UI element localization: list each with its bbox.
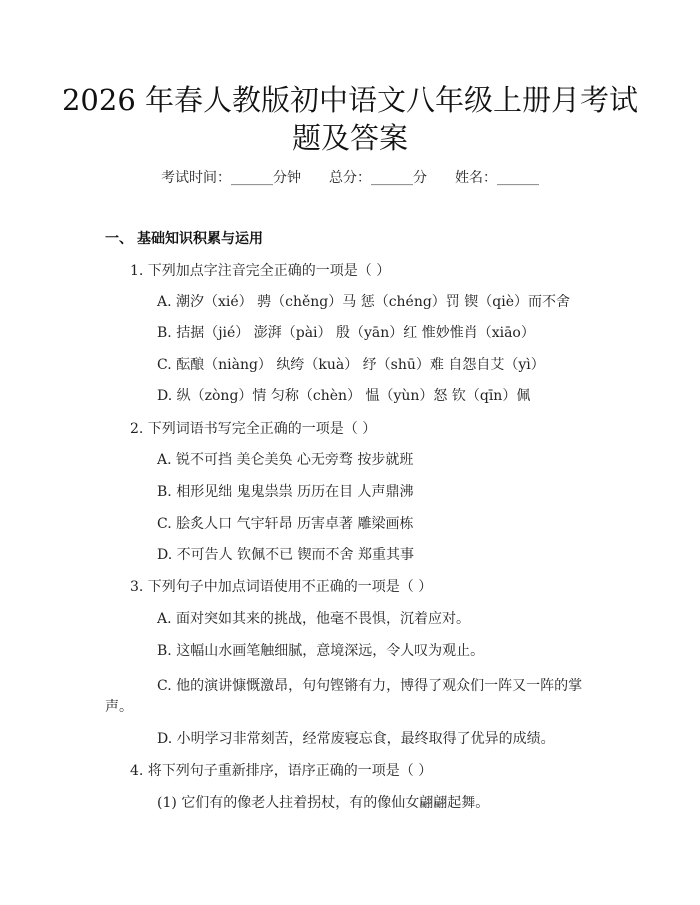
exam-time-field: 考试时间：______分钟 (161, 170, 301, 186)
question-1-option-a: A. 潮汐（xié） 骋（chěng）马 惩（chéng）罚 锲（qiè）而不舍 (157, 294, 570, 310)
question-2-option-a: A. 锐不可挡 美仑美奂 心无旁骛 按步就班 (157, 452, 414, 468)
question-1-option-c: C. 酝酿（niàng） 纨绔（kuà） 纾（shū）难 自怨自艾（yì） (157, 357, 545, 373)
question-2-option-d: D. 不可告人 钦佩不已 锲而不舍 郑重其事 (157, 547, 414, 563)
question-2-stem: 2. 下列词语书写完全正确的一项是（ ） (130, 421, 377, 437)
page-title-line-1: 2026 年春人教版初中语文八年级上册月考试 (61, 83, 639, 117)
question-1-option-d: D. 纵（zòng）情 匀称（chèn） 愠（yùn）怒 钦（qīn）佩 (157, 388, 531, 404)
page-title-line-2: 题及答案 (291, 121, 408, 155)
question-1-stem: 1. 下列加点字注音完全正确的一项是（ ） (130, 263, 391, 279)
total-score-field: 总分：______分 (329, 170, 427, 186)
section-heading (105, 229, 263, 249)
question-3-option-a: A. 面对突如其来的挑战，他毫不畏惧，沉着应对。 (157, 611, 471, 627)
question-4-stem: 4. 将下列句子重新排序，语序正确的一项是（ ） (130, 763, 433, 779)
question-2-option-c: C. 脍炙人口 气宇轩昂 历害卓著 雕梁画栋 (157, 516, 414, 532)
question-1-option-b: B. 拮据（jié） 澎湃（pài） 殷（yān）红 惟妙惟肖（xiāo） (157, 325, 535, 341)
question-3-option-c: C. 他的演讲慷慨激昂，句句铿锵有力，博得了观众们一阵又一阵的掌 (157, 678, 583, 694)
question-3-option-c-continuation: 声。 (105, 699, 133, 715)
exam-meta (0, 168, 700, 188)
student-name-field: 姓名：______ (455, 170, 539, 186)
question-3-option-d: D. 小明学习非常刻苦，经常废寝忘食，最终取得了优异的成绩。 (157, 731, 555, 747)
section-label: 基础知识积累与运用 (137, 231, 263, 247)
section-number: 一、 (105, 231, 133, 247)
question-2-option-b: B. 相形见绌 鬼鬼祟祟 历历在目 人声鼎沸 (157, 484, 414, 500)
question-4-item-1: (1) 它们有的像老人拄着拐杖，有的像仙女翩翩起舞。 (157, 795, 490, 811)
question-3-stem: 3. 下列句子中加点词语使用不正确的一项是（ ） (130, 579, 433, 595)
question-3-option-b: B. 这幅山水画笔触细腻，意境深远，令人叹为观止。 (157, 643, 485, 659)
